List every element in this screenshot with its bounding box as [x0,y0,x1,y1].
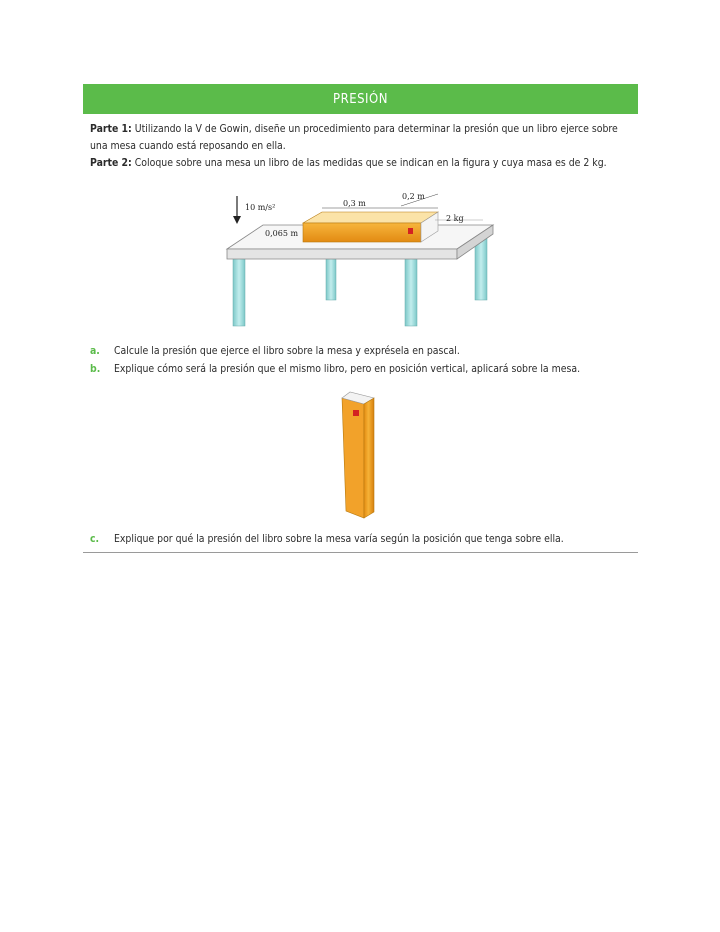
part-2-text: Coloque sobre una mesa un libro de las medidas que se indican en la figura y cuya masa es de 2 kg. [131,157,607,169]
question-b [90,361,580,378]
part-2-label: Parte 2: [90,157,132,169]
book-on-table-figure [225,186,497,331]
table-edge-front [227,249,457,259]
length-label: 0,3 m [343,199,366,208]
width-label: 0,2 m [402,192,425,201]
mass-label: 2 kg [446,214,464,223]
question-a [90,343,460,360]
vertical-book-red-mark [353,410,359,416]
question-a-label: a. [90,345,100,357]
part-1-text: Utilizando la V de Gowin, diseñe un procedimiento para determinar la presión que un libro ejerce sobre una mesa cuando está reposando en ella. [90,123,618,152]
table-leg-front-right [405,258,417,326]
question-b-text: Explique cómo será la presión que el mismo libro, pero en posición vertical, aplicará sobre la mesa. [114,363,581,375]
part-1-label: Parte 1: [90,123,132,135]
gravity-arrow-head [233,216,241,224]
question-c-text: Explique por qué la presión del libro sobre la mesa varía según la posición que tenga sobre ella. [114,533,564,545]
book-red-mark [408,228,413,234]
section-title: PRESIÓN [333,92,388,107]
question-a-text: Calcule la presión que ejerce el libro sobre la mesa y exprésela en pascal. [114,345,460,357]
part-1-paragraph [90,121,635,155]
bottom-divider [83,552,638,553]
thickness-label: 0,065 m [265,229,299,238]
gravity-label: 10 m/s² [245,203,276,212]
question-c [90,531,564,548]
book-top-face [303,212,438,223]
part-2-paragraph [90,155,635,172]
table-leg-back-right [475,238,487,300]
question-c-label: c. [90,533,100,545]
book-front-face [303,223,421,242]
section-title-banner [83,84,638,114]
table-leg-back-left [326,258,336,300]
book-vertical-figure [340,390,382,520]
vertical-book-spine [364,398,374,518]
table-leg-front-left [233,258,245,326]
question-b-label: b. [90,363,101,375]
